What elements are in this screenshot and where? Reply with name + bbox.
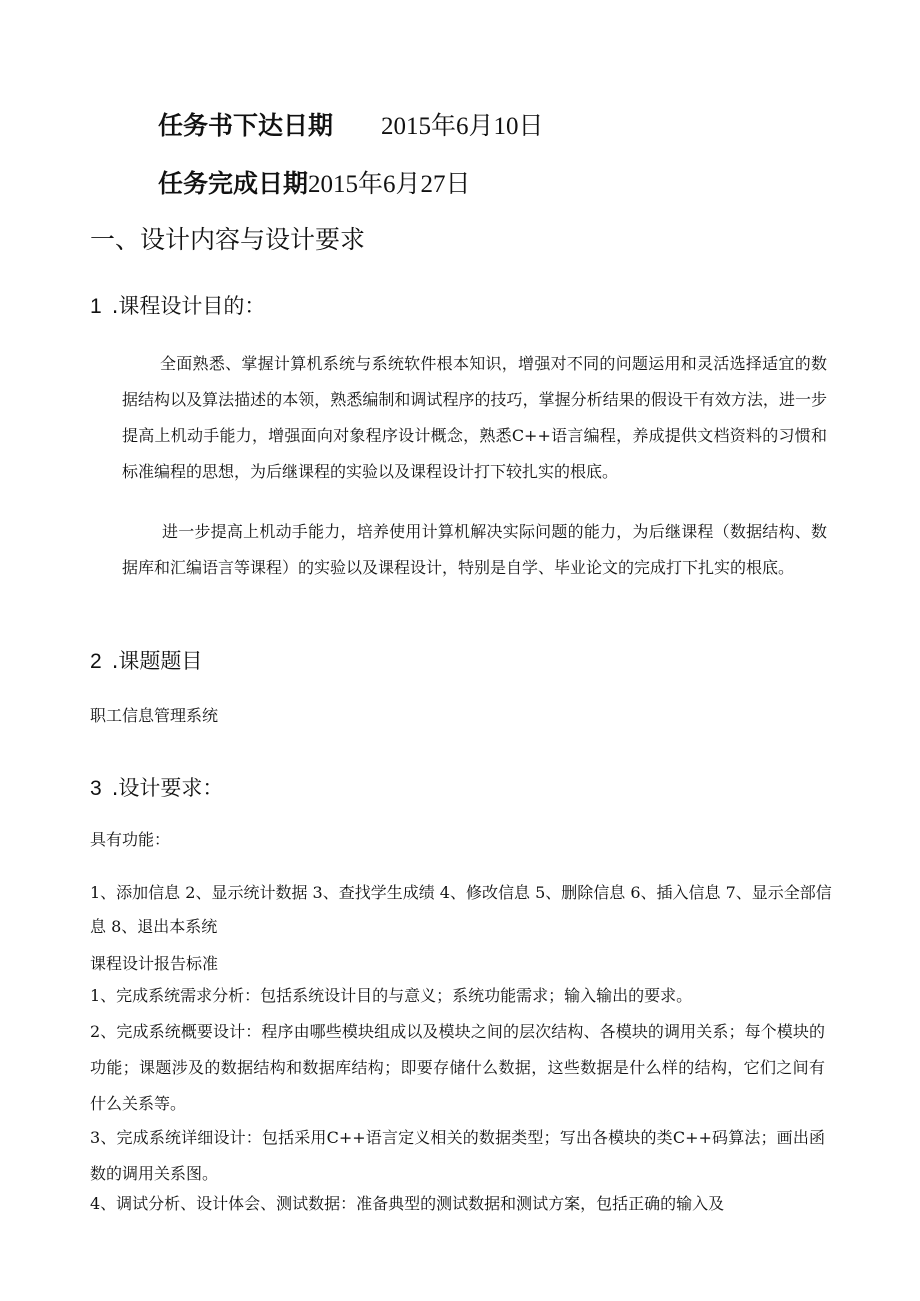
- issue-date-label: 任务书下达日期: [158, 111, 334, 140]
- report-item: 1、完成系统需求分析：包括系统设计目的与意义；系统功能需求；输入输出的要求。: [90, 986, 693, 1005]
- purpose-heading-number: 1: [90, 295, 102, 318]
- issue-date-value: 2015年6月10日: [381, 113, 544, 140]
- topic-heading: [90, 645, 202, 675]
- functions-list: 1、添加信息 2、显示统计数据 3、查找学生成绩 4、修改信息 5、删除信息 6、插入信息 7、显示全部信息 8、退出本系统: [90, 883, 832, 936]
- purpose-paragraph-2: 进一步提高上机动手能力，培养使用计算机解决实际问题的能力，为后继课程（数据结构、数据库和汇编语言等课程）的实验以及课程设计，特别是自学、毕业论文的完成打下扎实的根底。: [122, 522, 827, 577]
- functions-label: 具有功能：: [90, 830, 171, 849]
- report-standard-label: 课程设计报告标准: [90, 954, 219, 973]
- completion-date-line: [158, 164, 471, 200]
- purpose-heading-text: .课程设计目的：: [111, 294, 266, 318]
- requirements-heading: [90, 772, 223, 802]
- topic-title: 职工信息管理系统: [90, 706, 219, 725]
- topic-heading-text: .课题题目: [111, 649, 203, 673]
- requirements-heading-text: .设计要求：: [111, 776, 224, 800]
- report-item: 3、完成系统详细设计：包括采用C++语言定义相关的数据类型；写出各模块的类C++码算法；画出函数的调用关系图。: [90, 1128, 825, 1183]
- completion-date-value: 2015年6月27日: [308, 171, 471, 198]
- purpose-paragraph-1: 全面熟悉、掌握计算机系统与系统软件根本知识，增强对不同的问题运用和灵活选择适宜的数据结构以及算法描述的本领，熟悉编制和调试程序的技巧，掌握分析结果的假设干有效方法，进一步提高上机动手能力，增强面向对象程序设计概念，熟悉C++语言编程，养成提供文档资料的习惯和标准编程的思想，为后继课程的实验以及课程设计打下较扎实的根底。: [122, 354, 827, 481]
- requirements-heading-number: 3: [90, 777, 102, 800]
- report-item: 2、完成系统概要设计：程序由哪些模块组成以及模块之间的层次结构、各模块的调用关系；每个模块的功能；课题涉及的数据结构和数据库结构；即要存储什么数据，这些数据是什么样的结构，它们之间有什么关系等。: [90, 1022, 825, 1113]
- report-item: 4、调试分析、设计体会、测试数据：准备典型的测试数据和测试方案，包括正确的输入及: [90, 1194, 725, 1213]
- completion-date-label: 任务完成日期: [158, 169, 309, 198]
- purpose-heading: [90, 290, 265, 320]
- issue-date-line: [158, 106, 544, 142]
- topic-heading-number: 2: [90, 650, 102, 673]
- section-heading: 一、设计内容与设计要求: [90, 225, 366, 254]
